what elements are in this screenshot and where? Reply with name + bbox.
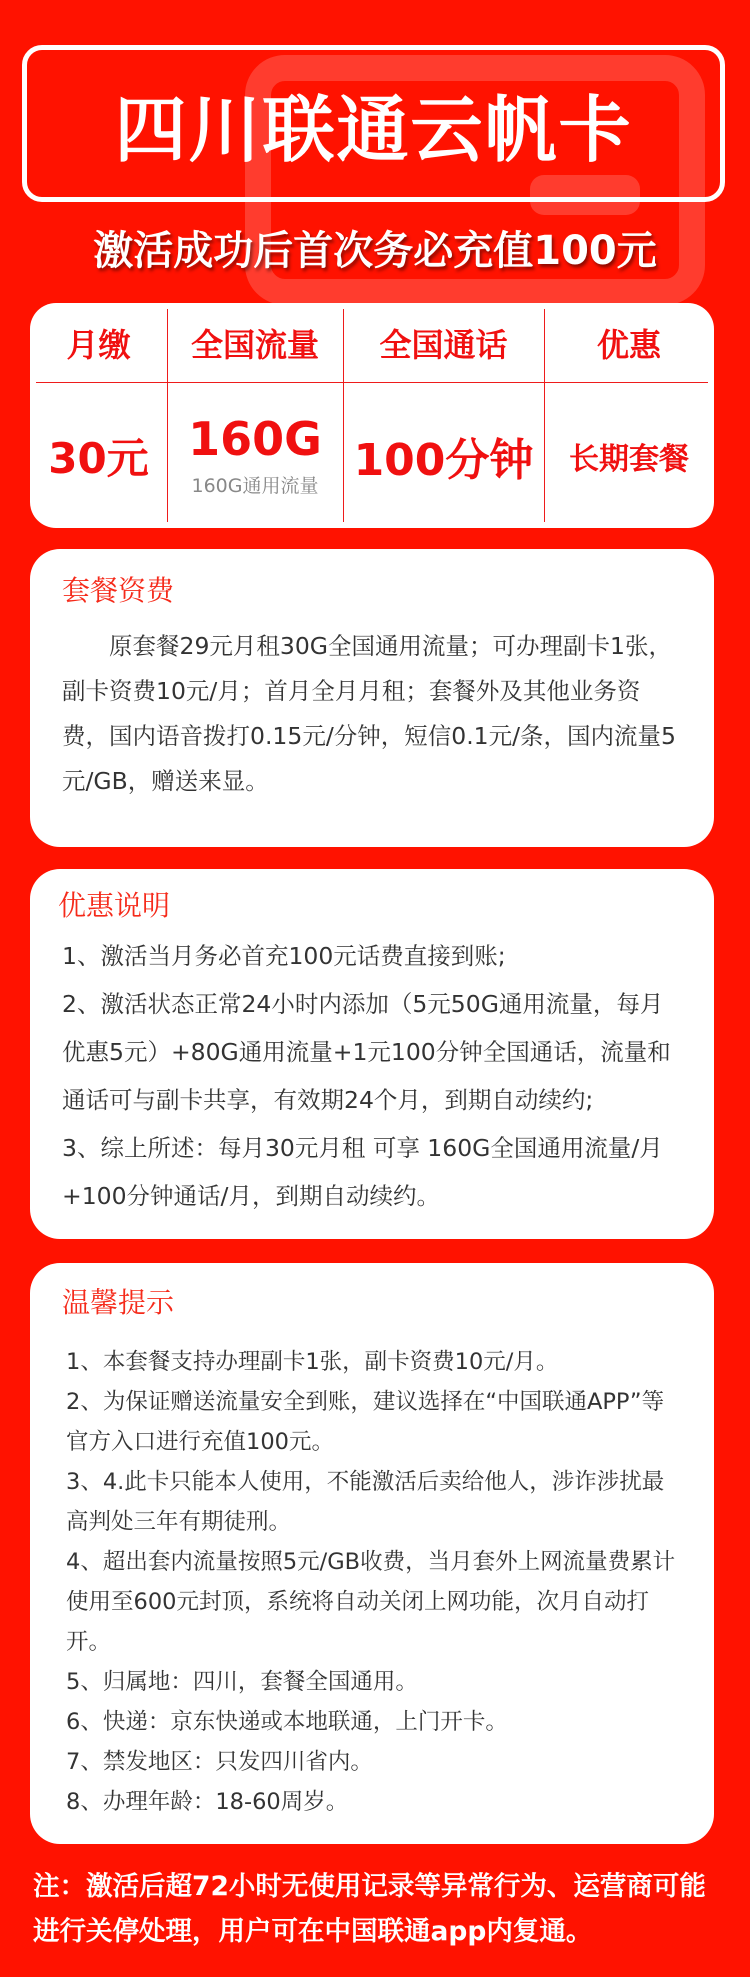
title-banner	[22, 45, 725, 202]
offer-title: 优惠说明	[58, 889, 171, 922]
footer-note: 注：激活后超72小时无使用记录等异常行为、运营商可能进行关停处理，用户可在中国联通app内复通。	[33, 1871, 706, 1947]
header-calls: 全国通话	[379, 325, 508, 364]
tips-list	[62, 1342, 686, 1822]
value-data: 160G	[188, 412, 322, 466]
tips-title: 温馨提示	[62, 1286, 175, 1319]
tip-item: 1、本套餐支持办理副卡1张，副卡资费10元/月。	[66, 1349, 559, 1375]
fees-body: 原套餐29元月租30G全国通用流量；可办理副卡1张，副卡资费10元/月；首月全月月租；套餐外及其他业务资费，国内语音拨打0.15元/分钟，短信0.1元/条，国内流量5元/GB，赠送来显。	[62, 632, 676, 795]
tip-item: 8、办理年龄：18-60周岁。	[66, 1789, 349, 1815]
header-offer: 优惠	[596, 325, 661, 364]
value-calls: 100分钟	[353, 434, 534, 486]
offer-item: 3、综上所述：每月30元月租 可享 160G全国通用流量/月+100分钟通话/月，到期自动续约。	[62, 1134, 663, 1210]
page-title: 四川联通云帆卡	[114, 87, 633, 172]
offer-item: 1、激活当月务必首充100元话费直接到账;	[62, 942, 506, 970]
fees-card	[30, 549, 714, 847]
plan-table	[30, 303, 714, 528]
tip-item: 3、4.此卡只能本人使用，不能激活后卖给他人，涉诈涉扰最高判处三年有期徒刑。	[66, 1469, 665, 1535]
value-monthly-fee: 30元	[48, 433, 149, 483]
tip-item: 5、归属地：四川，套餐全国通用。	[66, 1669, 418, 1695]
value-data-sub: 160G通用流量	[191, 475, 319, 497]
tip-item: 7、禁发地区：只发四川省内。	[66, 1749, 373, 1775]
offer-item: 2、激活状态正常24小时内添加（5元50G通用流量，每月优惠5元）+80G通用流量+1元100分钟全国通话，流量和通话可与副卡共享，有效期24个月，到期自动续约;	[62, 990, 671, 1114]
value-data-cell	[167, 383, 343, 528]
offer-card	[30, 869, 714, 1239]
tip-item: 4、超出套内流量按照5元/GB收费，当月套外上网流量费累计使用至600元封顶，系统将自动关闭上网功能，次月自动打开。	[66, 1549, 676, 1655]
value-offer: 长期套餐	[569, 441, 689, 477]
subtitle: 激活成功后首次务必充值100元	[93, 228, 657, 274]
header-data: 全国流量	[190, 325, 319, 364]
tip-item: 6、快递：京东快递或本地联通，上门开卡。	[66, 1709, 508, 1735]
fees-title: 套餐资费	[62, 574, 175, 607]
tips-card	[30, 1263, 714, 1844]
header-monthly-fee: 月缴	[66, 325, 131, 364]
offer-list	[58, 932, 686, 1220]
tip-item: 2、为保证赠送流量安全到账，建议选择在“中国联通APP”等官方入口进行充值100元。	[66, 1389, 665, 1455]
